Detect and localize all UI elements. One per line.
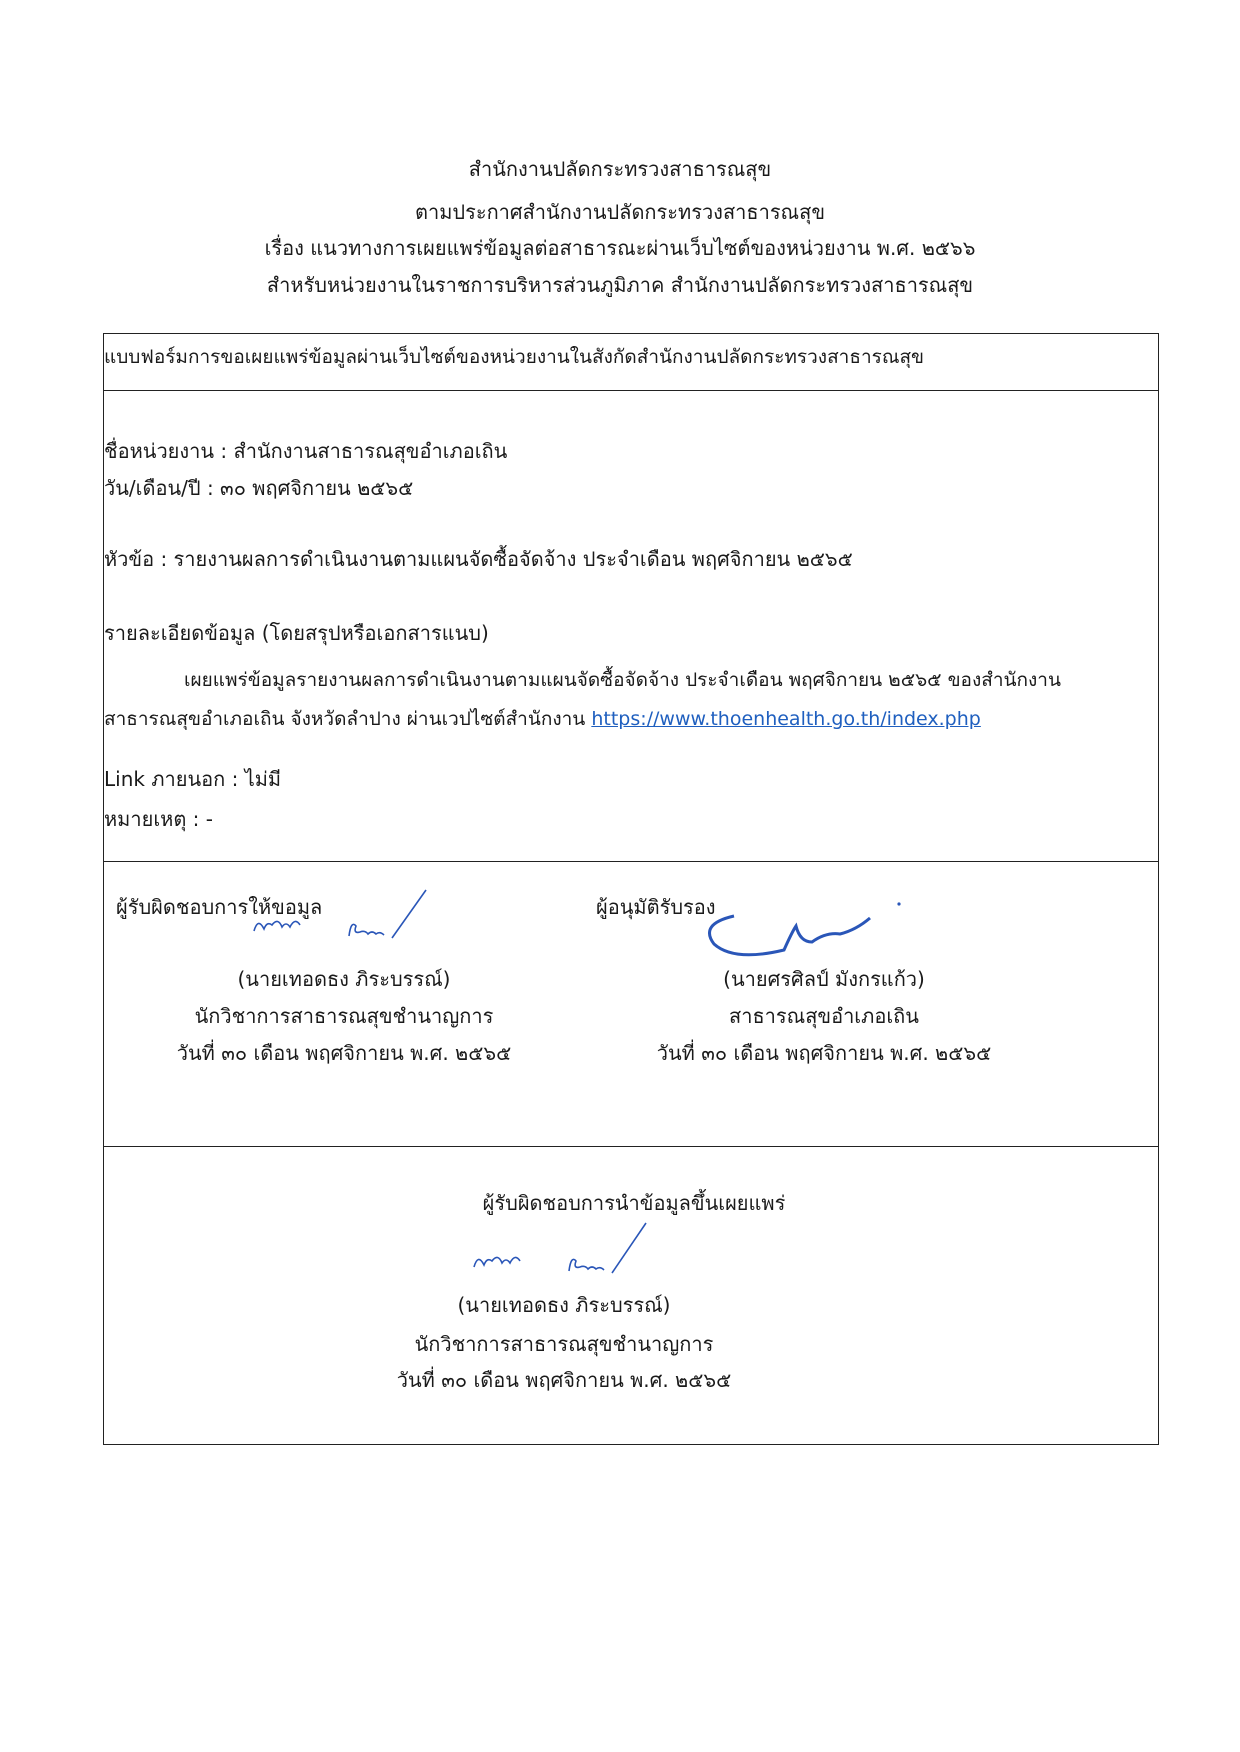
form-box <box>103 333 1159 1445</box>
bottom-sign-name: (นายเทอดธง ภิระบรรณ์) <box>457 1293 671 1317</box>
divider <box>104 861 1158 862</box>
date-field: วัน/เดือน/ปี : ๓๐ พฤศจิกายน ๒๕๖๕ <box>104 476 414 500</box>
divider <box>104 390 1158 391</box>
bottom-sign-date: วันที่ ๓๐ เดือน พฤศจิกายน พ.ศ. ๒๕๖๕ <box>396 1368 732 1392</box>
header-line-1: สำนักงานปลัดกระทรวงสาธารณสุข <box>468 157 772 181</box>
remark-field: หมายเหตุ : - <box>104 807 213 831</box>
external-link-field: Link ภายนอก : ไม่มี <box>104 767 282 791</box>
details-line-2 <box>104 706 981 732</box>
details-label: รายละเอียดข้อมูล (โดยสรุปหรือเอกสารแนบ) <box>104 621 489 645</box>
topic-field: หัวข้อ : รายงานผลการดำเนินงานตามแผนจัดซื้อจัดจ้าง ประจำเดือน พฤศจิกายน ๒๕๖๕ <box>104 547 853 571</box>
right-sign-role: ผู้อนุมัติรับรอง <box>596 895 716 919</box>
details-line-2-text: สาธารณสุขอำเภอเถิน จังหวัดลำปาง ผ่านเวปไซต์สำนักงาน <box>104 708 592 730</box>
right-sign-date: วันที่ ๓๐ เดือน พฤศจิกายน พ.ศ. ๒๕๖๕ <box>656 1041 992 1065</box>
unit-field: ชื่อหน่วยงาน : สำนักงานสาธารณสุขอำเภอเถิน <box>104 439 508 463</box>
form-title: แบบฟอร์มการขอเผยแพร่ข้อมูลผ่านเว็บไซต์ของหน่วยงานในสังกัดสำนักงานปลัดกระทรวงสาธารณสุข <box>104 346 925 368</box>
bottom-sign-position: นักวิชาการสาธารณสุขชำนาญการ <box>414 1332 714 1356</box>
left-sign-role: ผู้รับผิดชอบการให้ขอมูล <box>116 895 323 919</box>
left-sign-name: (นายเทอดธง ภิระบรรณ์) <box>237 967 451 991</box>
signature-image <box>694 894 914 964</box>
header-line-3: เรื่อง แนวทางการเผยแพร่ข้อมูลต่อสาธารณะผ่านเว็บไซต์ของหน่วยงาน พ.ศ. ๒๕๖๖ <box>264 236 976 260</box>
left-sign-date: วันที่ ๓๐ เดือน พฤศจิกายน พ.ศ. ๒๕๖๕ <box>176 1041 512 1065</box>
bottom-sign-role: ผู้รับผิดชอบการนำข้อมูลขึ้นเผยแพร่ <box>482 1191 786 1215</box>
details-line-1: เผยแพร่ข้อมูลรายงานผลการดำเนินงานตามแผนจัดซื้อจัดจ้าง ประจำเดือน พฤศจิกายน ๒๕๖๕ ของสำนักงาน <box>184 669 1061 691</box>
signature-image <box>464 1219 654 1289</box>
right-sign-name: (นายศรศิลป์ มังกรแก้ว) <box>723 967 925 991</box>
header-line-2: ตามประกาศสำนักงานปลัดกระทรวงสาธารณสุข <box>414 200 825 224</box>
left-sign-position: นักวิชาการสาธารณสุขชำนาญการ <box>194 1004 494 1028</box>
header-line-4: สำหรับหน่วยงานในราชการบริหารส่วนภูมิภาค สำนักงานปลัดกระทรวงสาธารณสุข <box>266 273 974 297</box>
divider <box>104 1146 1158 1147</box>
right-sign-position: สาธารณสุขอำเภอเถิน <box>729 1004 919 1028</box>
details-url-link[interactable]: https://www.thoenhealth.go.th/index.php <box>591 708 981 730</box>
signature-image <box>244 886 434 956</box>
